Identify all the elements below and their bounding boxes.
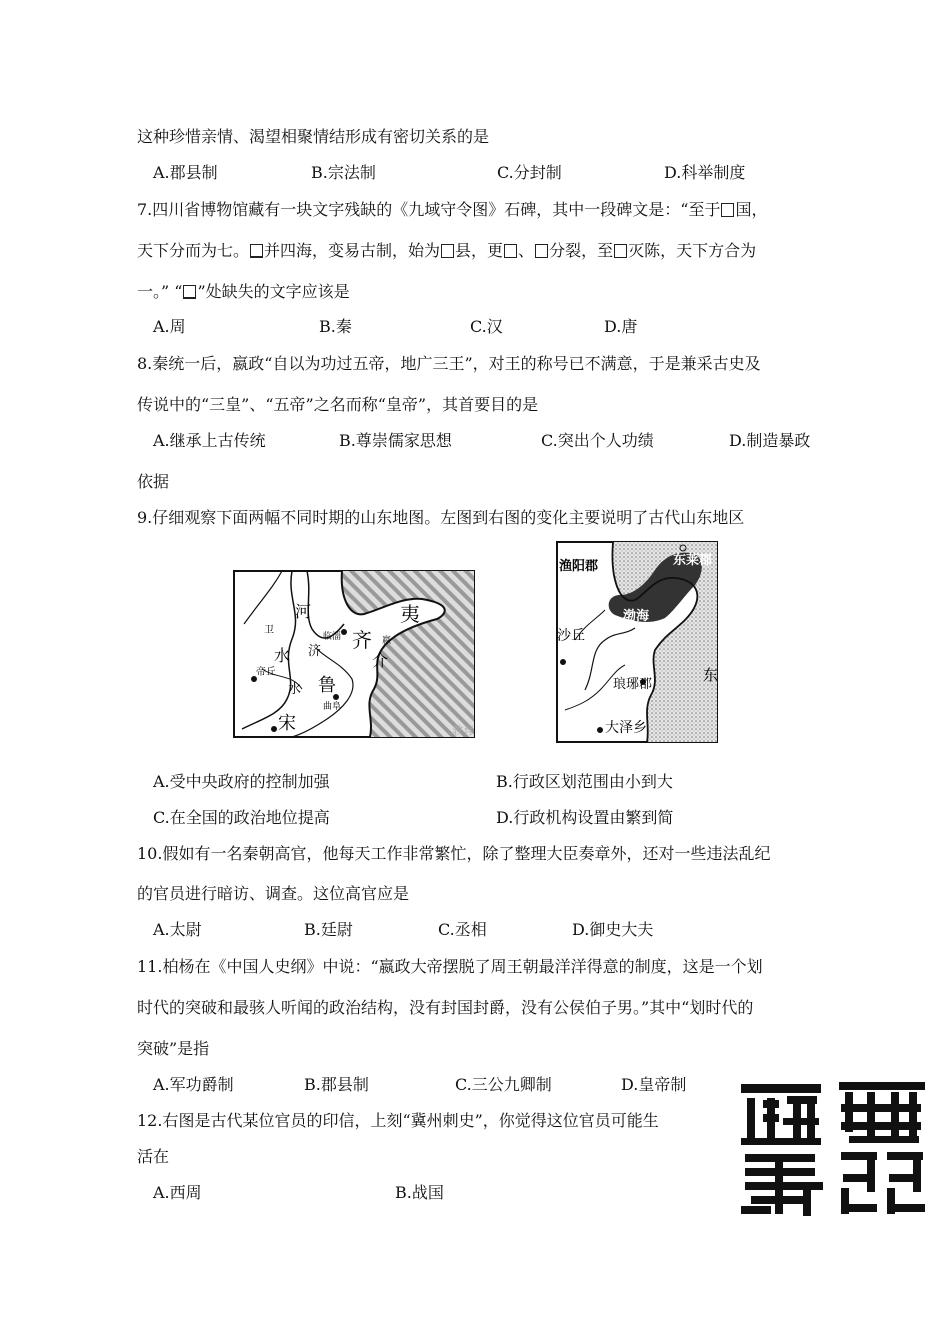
q8-option-c[interactable]: C.突出个人功绩	[541, 431, 654, 450]
q9-option-d[interactable]: D.行政机构设置由繁到简	[496, 808, 674, 827]
q8-option-b[interactable]: B.尊崇儒家思想	[339, 431, 452, 450]
map-label-qufu: 曲阜	[323, 702, 342, 712]
q8-option-d-tail: 依据	[137, 472, 170, 491]
map-label-jie: 介	[372, 651, 389, 670]
q7-text: 分裂，至	[549, 241, 614, 260]
map-watermark: 教育	[452, 724, 474, 737]
missing-char-box	[250, 244, 263, 258]
q12-stem-line2: 活在	[137, 1147, 170, 1166]
map-label-wei: 卫	[264, 625, 274, 636]
map-label-shui2: 水	[288, 682, 302, 697]
q7-option-c[interactable]: C.汉	[470, 317, 503, 336]
q8-stem-line2: 传说中的“三皇”、“五帝”之名而称“皇帝”，其首要目的是	[137, 395, 539, 414]
q6-option-d[interactable]: D.科举制度	[664, 163, 746, 182]
q11-option-b[interactable]: B.郡县制	[304, 1075, 369, 1094]
q7-text: ”处缺失的文字应该是	[197, 282, 350, 301]
q11-stem-line2: 时代的突破和最骇人听闻的政治结构，没有封国封爵，没有公侯伯子男。”其中“划时代的	[137, 998, 754, 1017]
q7-stem-line3	[137, 282, 350, 302]
map-label-daze: 大泽乡	[605, 720, 647, 736]
city-dot-linzi	[341, 629, 347, 635]
map-label-langya: 琅琊郡	[613, 677, 653, 692]
q11-option-c[interactable]: C.三公九卿制	[455, 1075, 552, 1094]
seal-image	[737, 1078, 929, 1220]
map-label-lu: 鲁	[318, 675, 336, 696]
q7-option-a[interactable]: A.周	[153, 317, 186, 336]
q10-option-d[interactable]: D.御史大夫	[572, 920, 654, 939]
missing-char-box	[614, 244, 627, 258]
q7-stem-line1	[137, 200, 767, 220]
q7-text: 、	[518, 241, 535, 260]
q9-option-b[interactable]: B.行政区划范围由小到大	[496, 772, 673, 791]
map-left-shandong-early	[232, 569, 502, 741]
q10-option-c[interactable]: C.丞相	[438, 920, 487, 939]
missing-char-box	[504, 244, 517, 258]
q7-option-b[interactable]: B.秦	[319, 317, 352, 336]
q11-option-d[interactable]: D.皇帝制	[621, 1075, 687, 1094]
q7-text: 并四海，变易古制，始为	[264, 241, 441, 260]
q9-option-c[interactable]: C.在全国的政治地位提高	[153, 808, 330, 827]
q7-text: 天下分而为七。	[137, 241, 250, 260]
q7-text: 国，	[735, 200, 768, 219]
q7-stem-line2	[137, 241, 756, 261]
q11-stem-line1: 11.柏杨在《中国人史纲》中说：“嬴政大帝摆脱了周王朝最洋洋得意的制度，这是一个划	[137, 957, 763, 976]
map-right-shandong-qin	[555, 540, 720, 745]
q7-option-d[interactable]: D.唐	[604, 317, 638, 336]
map-label-shui1: 水	[274, 646, 291, 665]
map-label-donglai: 东莱郡	[673, 553, 713, 568]
q7-text: 灭陈，天下方合为	[628, 241, 757, 260]
map-label-diqiu: 帝丘	[256, 667, 276, 678]
q9-option-a[interactable]: A.受中央政府的控制加强	[153, 772, 330, 791]
q9-stem-line1: 9.仔细观察下面两幅不同时期的山东地图。左图到右图的变化主要说明了古代山东地区	[137, 508, 745, 527]
map-label-song: 宋	[278, 713, 296, 734]
q10-stem-line1: 10.假如有一名秦朝高官，他每天工作非常繁忙，除了整理大臣奏章外，还对一些违法乱纪	[137, 844, 771, 863]
q7-text: 县，更	[455, 241, 504, 260]
map-label-he: 河	[295, 602, 312, 621]
q8-option-a[interactable]: A.继承上古传统	[153, 431, 266, 450]
q10-option-a[interactable]: A.太尉	[153, 920, 202, 939]
q11-option-a[interactable]: A.军功爵制	[153, 1075, 234, 1094]
missing-char-box	[183, 285, 196, 299]
map-label-linzi: 临淄	[323, 632, 342, 642]
q6-option-a[interactable]: A.郡县制	[153, 163, 218, 182]
q10-stem-line2: 的官员进行暗访、调查。这位高官应是	[137, 884, 410, 903]
q12-stem-line1: 12.右图是古代某位官员的印信，上刻“冀州刺史”，你觉得这位官员可能生	[137, 1111, 659, 1130]
q12-option-b[interactable]: B.战国	[395, 1183, 444, 1202]
missing-char-box	[721, 203, 734, 217]
missing-char-box	[441, 244, 454, 258]
q10-option-b[interactable]: B.廷尉	[304, 920, 353, 939]
q6-option-c[interactable]: C.分封制	[497, 163, 562, 182]
map-label-ji: 济	[308, 644, 322, 659]
q8-option-d[interactable]: D.制造暴政	[729, 431, 811, 450]
q6-option-b[interactable]: B.宗法制	[311, 163, 376, 182]
map-label-ying: 嬴	[382, 636, 392, 646]
city-dot-song	[271, 726, 277, 732]
q8-stem-line1: 8.秦统一后，嬴政“自以为功过五帝，地广三王”，对王的称号已不满意，于是兼采古史及	[137, 354, 761, 373]
map-label-shaqiu: 沙丘	[557, 628, 585, 644]
city-dot-daze	[597, 727, 603, 733]
q6-stem-tail: 这种珍惜亲情、渴望相聚情结形成有密切关系的是	[137, 127, 490, 146]
map-label-dong: 东	[703, 666, 719, 684]
q7-text: 7.四川省博物馆藏有一块文字残缺的《九域守令图》石碑，其中一段碑文是：“至于	[137, 200, 721, 219]
q12-option-a[interactable]: A.西周	[153, 1183, 202, 1202]
map-label-bohai: 渤海	[623, 609, 650, 624]
q11-stem-line3: 突破”是指	[137, 1039, 210, 1058]
q7-text: 一。” “	[137, 282, 183, 301]
map-label-yi: 夷	[400, 602, 420, 626]
map-label-yuyang: 渔阳郡	[559, 559, 599, 574]
city-dot-shaqiu	[560, 659, 566, 665]
missing-char-box	[535, 244, 548, 258]
map-label-qi: 齐	[352, 628, 372, 652]
